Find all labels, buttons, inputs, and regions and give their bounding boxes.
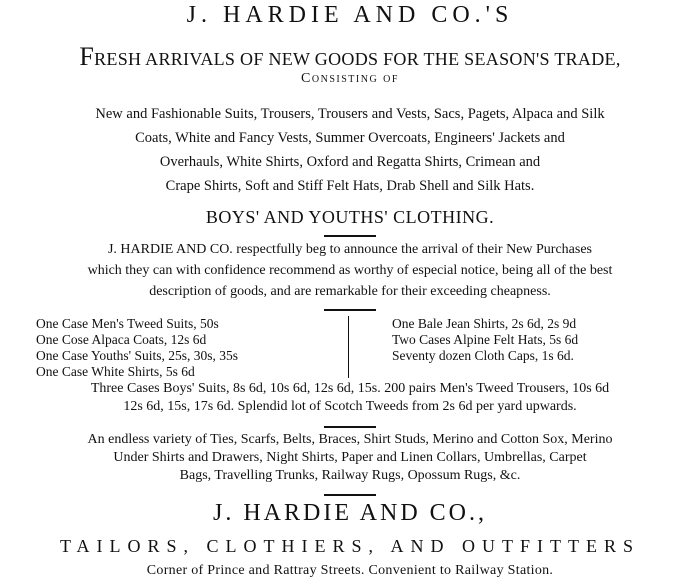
item-right: One Bale Jean Shirts, 2s 6d, 2s 9d: [392, 316, 577, 331]
divider: [324, 309, 376, 311]
divider: [324, 426, 376, 428]
item-right: Two Cases Alpine Felt Hats, 5s 6d: [392, 332, 579, 347]
variety-line: Bags, Travelling Trunks, Railway Rugs, Opossum Rugs, &c.: [179, 468, 521, 483]
headline-initial: F: [79, 42, 95, 71]
announcement-line: J. HARDIE AND CO. respectfully beg to announce the arrival of their New Purchases: [107, 242, 593, 257]
goods-line: Crape Shirts, Soft and Stiff Felt Hats, Drab Shell and Silk Hats.: [165, 178, 535, 194]
boys-line: 12s 6d, 15s, 17s 6d. Splendid lot of Scotch Tweeds from 2s 6d per yard upwards.: [123, 399, 577, 414]
divider: [324, 494, 376, 496]
headline-text: RESH ARRIVALS OF NEW GOODS FOR THE SEASON'S TRADE,: [94, 49, 621, 69]
announcement-line: description of goods, and are remarkable for their exceeding cheapness.: [149, 284, 551, 299]
footer-company-name: J. HARDIE AND CO.,: [212, 500, 487, 526]
variety-line: Under Shirts and Drawers, Night Shirts, Paper and Linen Collars, Umbrellas, Carpet: [113, 450, 587, 465]
trades-line: TAILORS, CLOTHIERS, AND OUTFITTERS: [59, 536, 641, 556]
goods-line: New and Fashionable Suits, Trousers, Trousers and Vests, Sacs, Pagets, Alpaca and Silk: [95, 106, 605, 122]
section-title: BOYS' AND YOUTHS' CLOTHING.: [205, 207, 495, 227]
variety-line: An endless variety of Ties, Scarfs, Belts, Braces, Shirt Studs, Merino and Cotton Sox, Merino: [87, 432, 613, 447]
address-line: Corner of Prince and Rattray Streets. Convenient to Railway Station.: [146, 563, 554, 578]
item-left: One Cose Alpaca Coats, 12s 6d: [36, 332, 207, 347]
consisting-label: Consisting of: [301, 71, 399, 86]
column-divider: [348, 316, 349, 378]
announcement-line: which they can with confidence recommend as worthy of especial notice, being all of the best: [87, 263, 613, 278]
ad-title: J. HARDIE AND CO.'S: [186, 2, 514, 28]
headline: [0, 42, 700, 72]
item-right: Seventy dozen Cloth Caps, 1s 6d.: [392, 348, 574, 363]
divider: [324, 235, 376, 237]
goods-line: Coats, White and Fancy Vests, Summer Overcoats, Engineers' Jackets and: [135, 130, 565, 146]
item-left: One Case Men's Tweed Suits, 50s: [36, 316, 219, 331]
goods-line: Overhauls, White Shirts, Oxford and Regatta Shirts, Crimean and: [159, 154, 541, 170]
boys-line: Three Cases Boys' Suits, 8s 6d, 10s 6d, 12s 6d, 15s. 200 pairs Men's Tweed Trousers, 10s 6d: [90, 381, 610, 396]
item-left: One Case Youths' Suits, 25s, 30s, 35s: [36, 348, 238, 363]
item-left: One Case White Shirts, 5s 6d: [36, 364, 195, 379]
